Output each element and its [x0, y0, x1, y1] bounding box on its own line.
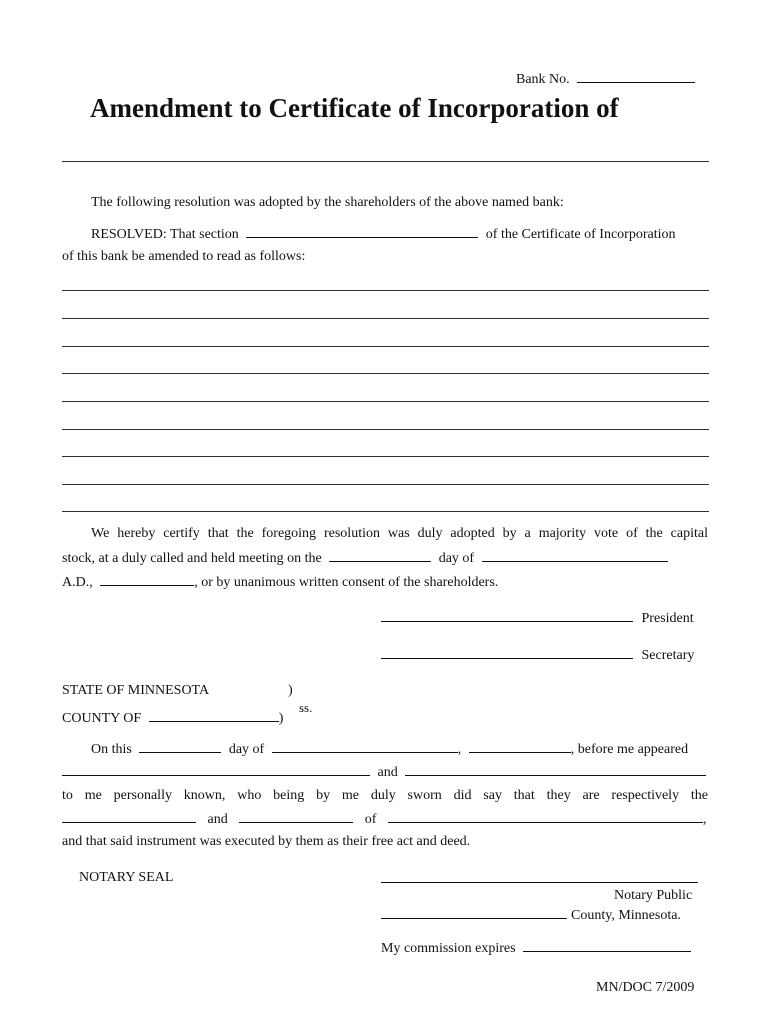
certify-line-3 [62, 574, 498, 591]
amendment-line[interactable] [62, 346, 709, 347]
commission-label: My commission expires [381, 941, 516, 956]
amendment-line[interactable] [62, 429, 709, 430]
acknowledge-line-4 [62, 811, 706, 828]
county-row [62, 710, 283, 727]
president-signature-line[interactable] [381, 610, 633, 622]
notary-county-row [381, 907, 681, 924]
title-2-blank[interactable] [239, 811, 353, 823]
notary-county-label: County, Minnesota. [571, 908, 681, 923]
secretary-signature-row [381, 647, 694, 664]
certify-line-2 [62, 550, 668, 567]
ack-comma: , [457, 742, 462, 757]
amendment-line[interactable] [62, 456, 709, 457]
page-title: Amendment to Certificate of Incorporation of [90, 93, 619, 123]
state-label: STATE OF MINNESOTA [62, 683, 210, 698]
appearer-1-blank[interactable] [62, 764, 370, 776]
commission-row [381, 940, 691, 957]
ack-and-2: and [207, 812, 228, 827]
acknowledge-line-3: to me personally known, who being by me duly sworn did say that they are respectively the [62, 788, 708, 803]
president-signature-row [381, 610, 694, 627]
amendment-line[interactable] [62, 290, 709, 291]
acknowledge-final: and that said instrument was executed by them as their free act and deed. [62, 834, 471, 849]
resolution-intro: The following resolution was adopted by the shareholders of the above named bank: [91, 195, 564, 210]
ss-label: ss. [299, 700, 313, 715]
amendment-line[interactable] [62, 401, 709, 402]
secretary-signature-line[interactable] [381, 647, 633, 659]
bank-name-line[interactable] [62, 161, 709, 162]
notary-signature-row [381, 871, 698, 888]
county-label: COUNTY OF [62, 711, 142, 726]
ack-year-blank[interactable] [469, 741, 571, 753]
acknowledge-line-2 [62, 764, 706, 781]
certify-meeting-text: stock, at a duly called and held meeting on the [62, 551, 322, 566]
ack-month-blank[interactable] [272, 741, 458, 753]
bank-no-blank[interactable] [577, 71, 695, 83]
amendment-line[interactable] [62, 373, 709, 374]
ack-of: of [364, 812, 377, 827]
amendment-line[interactable] [62, 318, 709, 319]
acknowledge-line-1 [91, 741, 688, 758]
certify-ad: A.D., [62, 575, 93, 590]
on-this-text: On this [91, 742, 132, 757]
ack-and: and [377, 765, 398, 780]
title-1-blank[interactable] [62, 811, 196, 823]
president-label: President [641, 611, 694, 626]
state-paren: ) [288, 683, 293, 698]
section-blank[interactable] [246, 226, 478, 238]
county-blank[interactable] [149, 710, 279, 722]
resolved-prefix: RESOLVED: That section [91, 227, 239, 242]
notary-public-label: Notary Public [614, 888, 693, 903]
resolved-suffix: of the Certificate of Incorporation [485, 227, 676, 242]
notary-seal-label: NOTARY SEAL [79, 870, 174, 885]
certify-line-1: We hereby certify that the foregoing resolution was duly adopted by a majority vote of the capital [91, 526, 708, 541]
ack-day-of: day of [228, 742, 265, 757]
before-me-text: , before me appeared [570, 742, 689, 757]
bank-no-label: Bank No. [516, 72, 570, 87]
certify-consent: , or by unanimous written consent of the shareholders. [194, 575, 499, 590]
bank-no-row [516, 71, 695, 88]
amendment-line[interactable] [62, 484, 709, 485]
amendment-line[interactable] [62, 511, 709, 512]
ack-end-comma: , [702, 812, 707, 827]
resolved-continuation: of this bank be amended to read as follows: [62, 249, 306, 264]
resolved-row [91, 226, 675, 243]
certify-day-of: day of [438, 551, 475, 566]
county-paren: ) [278, 711, 284, 726]
commission-blank[interactable] [523, 940, 691, 952]
secretary-label: Secretary [641, 648, 695, 663]
appearer-2-blank[interactable] [405, 764, 706, 776]
notary-county-blank[interactable] [381, 907, 567, 919]
meeting-month-blank[interactable] [482, 550, 668, 562]
notary-signature-line[interactable] [381, 871, 698, 883]
meeting-year-blank[interactable] [100, 574, 194, 586]
ack-day-blank[interactable] [139, 741, 221, 753]
corporation-blank[interactable] [388, 811, 703, 823]
meeting-day-blank[interactable] [329, 550, 431, 562]
form-id: MN/DOC 7/2009 [596, 980, 695, 995]
